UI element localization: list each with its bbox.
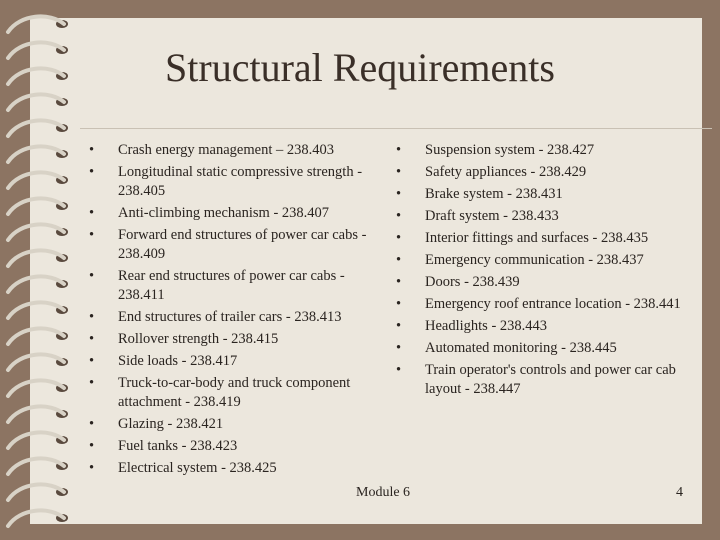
page-number: 4 [676, 485, 683, 500]
bullet-icon: • [396, 164, 402, 180]
list-item: • Glazing - 238.421 [89, 416, 224, 432]
bullet-icon: • [89, 331, 95, 347]
list-item: • Side loads - 238.417 [89, 353, 238, 369]
bullet-icon: • [89, 460, 95, 476]
list-item: • Rear end structures of power car cabs - 238.411 [89, 268, 345, 303]
binding-ring [8, 94, 64, 110]
list-item: • Fuel tanks - 238.423 [89, 438, 238, 454]
list-item: • Crash energy management – 238.403 [89, 142, 334, 158]
binding-ring [8, 120, 64, 136]
list-item: • Electrical system - 238.425 [89, 460, 277, 476]
slide-title: Structural Requirements [165, 45, 555, 90]
binding-ring [8, 354, 64, 370]
footer-text: Module 6 [356, 485, 411, 500]
right-bullet-list [396, 141, 685, 402]
binding-ring [8, 328, 64, 344]
binding-ring [8, 276, 64, 292]
list-item: • Automated monitoring - 238.445 [396, 340, 617, 356]
bullet-icon: • [89, 375, 95, 391]
binding-ring [8, 484, 64, 500]
list-item: • Brake system - 238.431 [396, 186, 563, 202]
bullet-icon: • [89, 353, 95, 369]
list-item: • Forward end structures of power car cabs - 238.409 [89, 227, 367, 262]
binding-ring [8, 198, 64, 214]
bullet-icon: • [396, 142, 402, 158]
bullet-icon: • [89, 227, 95, 243]
list-item: • Draft system - 238.433 [396, 208, 559, 224]
list-item: • Headlights - 238.443 [396, 318, 548, 334]
bullet-icon: • [89, 309, 95, 325]
binding-ring [8, 406, 64, 422]
bullet-icon: • [396, 252, 402, 268]
list-item: • Anti-climbing mechanism - 238.407 [89, 205, 330, 221]
list-item: • Emergency roof entrance location - 238.441 [396, 296, 681, 312]
list-item: • Interior fittings and surfaces - 238.435 [396, 230, 649, 246]
left-bullet-list [89, 141, 368, 481]
list-item: • End structures of trailer cars - 238.413 [89, 309, 342, 325]
binding-ring [8, 172, 64, 188]
list-item: • Emergency communication - 238.437 [396, 252, 644, 268]
bullet-icon: • [89, 142, 95, 158]
list-item: • Truck-to-car-body and truck component attachment - 238.419 [89, 375, 351, 410]
bullet-icon: • [396, 362, 402, 378]
bullet-icon: • [396, 208, 402, 224]
bullet-icon: • [89, 205, 95, 221]
title-divider [80, 128, 712, 129]
bullet-icon: • [89, 164, 95, 180]
bullet-icon: • [89, 438, 95, 454]
list-item: • Doors - 238.439 [396, 274, 520, 290]
bullet-icon: • [396, 274, 402, 290]
list-item: • Train operator's controls and power car cab layout - 238.447 [396, 362, 676, 397]
bullet-icon: • [396, 318, 402, 334]
binding-ring [8, 432, 64, 448]
bullet-icon: • [396, 296, 402, 312]
binding-ring [8, 146, 64, 162]
binding-ring [8, 250, 64, 266]
bullet-icon: • [89, 416, 95, 432]
binding-ring [8, 302, 64, 318]
bullet-icon: • [89, 268, 95, 284]
binding-ring [8, 16, 64, 32]
bullet-icon: • [396, 186, 402, 202]
binding-ring [8, 224, 64, 240]
binding-ring [8, 380, 64, 396]
bullet-icon: • [396, 230, 402, 246]
binding-ring [8, 510, 64, 526]
list-item: • Suspension system - 238.427 [396, 142, 595, 158]
binding-ring [8, 458, 64, 474]
list-item: • Longitudinal static compressive strength - 238.405 [89, 164, 363, 199]
list-item: • Safety appliances - 238.429 [396, 164, 587, 180]
list-item: • Rollover strength - 238.415 [89, 331, 279, 347]
bullet-icon: • [396, 340, 402, 356]
